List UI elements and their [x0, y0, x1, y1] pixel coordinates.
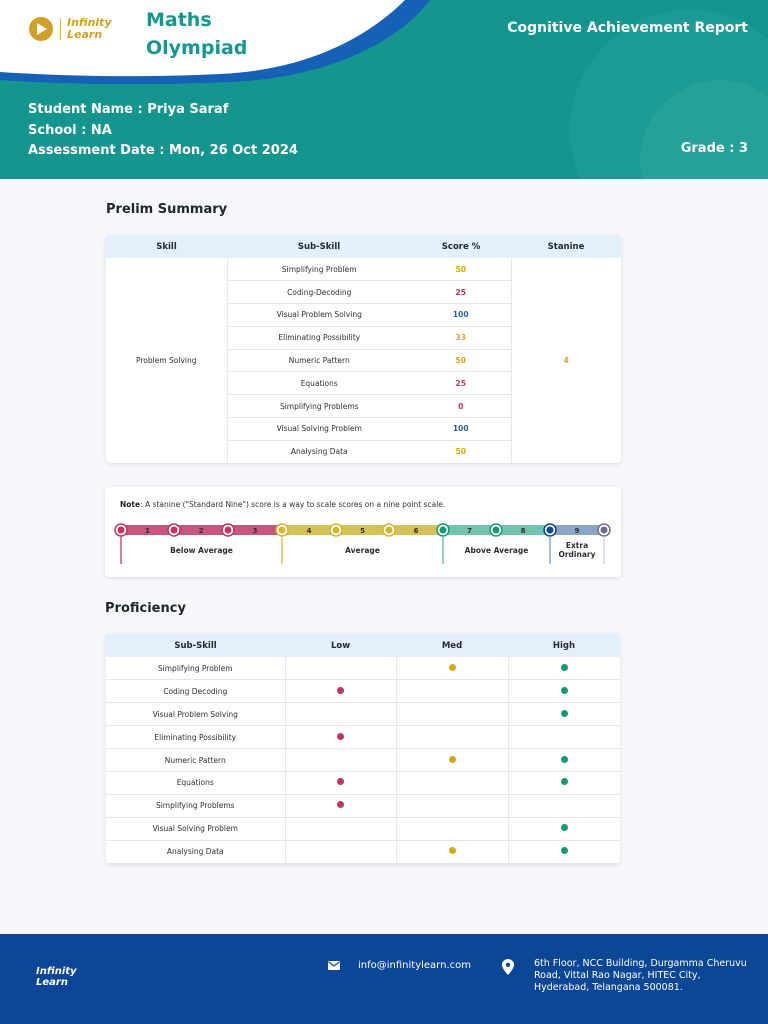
column-header-low: Low: [285, 634, 396, 657]
med-cell: [396, 680, 508, 703]
low-dot: [337, 801, 344, 808]
column-header-stanine: Stanine: [511, 235, 621, 258]
high-cell: [508, 749, 620, 772]
sub-skill-cell: Eliminating Possibility: [227, 326, 411, 349]
table-row: [106, 771, 620, 794]
proficiency-table: [106, 634, 620, 864]
high-cell: [508, 794, 620, 817]
scale-marker-dot: [547, 527, 554, 534]
sub-skill-cell: Eliminating Possibility: [106, 726, 285, 749]
email-link[interactable]: info@infinitylearn.com: [358, 960, 471, 971]
high-dot: [561, 710, 568, 717]
sub-skill-cell: Visual Problem Solving: [227, 304, 411, 327]
med-cell: [396, 726, 508, 749]
report-footer: [0, 934, 768, 1024]
med-cell: [396, 771, 508, 794]
high-dot: [561, 756, 568, 763]
low-cell: [285, 657, 396, 680]
score-cell: 50: [411, 349, 511, 372]
scale-marker-dot: [601, 527, 608, 534]
prelim-summary-title: Prelim Summary: [106, 202, 228, 217]
table-row: [106, 703, 620, 726]
high-cell: [508, 657, 620, 680]
table-row: [106, 817, 620, 840]
sub-skill-cell: Equations: [106, 771, 285, 794]
report-title: Cognitive Achievement Report: [507, 20, 748, 36]
low-dot: [337, 778, 344, 785]
high-cell: [508, 840, 620, 863]
table-row: [106, 258, 621, 281]
school-name: School : NA: [28, 122, 112, 138]
sub-skill-cell: Equations: [227, 372, 411, 395]
sub-skill-cell: Coding Decoding: [106, 680, 285, 703]
high-cell: [508, 771, 620, 794]
scale-marker-dot: [118, 527, 125, 534]
sub-skill-cell: Simplifying Problem: [227, 258, 411, 281]
note-text: : A stanine ("Standard Nine") score is a way to scale scores on a nine point scale.: [140, 500, 446, 509]
sub-skill-cell: Visual Problem Solving: [106, 703, 285, 726]
high-dot: [561, 778, 568, 785]
group-label: Average: [345, 546, 380, 555]
skill-cell: Problem Solving: [106, 258, 227, 463]
student-info: [28, 100, 298, 162]
scale-number: 5: [360, 527, 365, 535]
scale-marker-dot: [386, 527, 393, 534]
med-cell: [396, 840, 508, 863]
table-row: [106, 840, 620, 863]
scale-number: 6: [413, 527, 419, 535]
proficiency-table-card: [106, 634, 620, 864]
table-header-row: [106, 634, 620, 657]
location-pin-icon: [502, 959, 514, 975]
stanine-scale: [105, 487, 621, 577]
scale-number: 4: [306, 527, 312, 535]
sub-skill-cell: Simplifying Problems: [227, 395, 411, 418]
low-cell: [285, 726, 396, 749]
table-header-row: [106, 235, 621, 258]
proficiency-title: Proficiency: [105, 601, 186, 616]
low-dot: [337, 733, 344, 740]
group-label-line2: Ordinary: [558, 550, 596, 559]
med-dot: [449, 664, 456, 671]
sub-skill-cell: Numeric Pattern: [106, 749, 285, 772]
group-label: Below Average: [170, 546, 233, 555]
footer-email: [328, 960, 471, 971]
med-cell: [396, 657, 508, 680]
group-label: Above Average: [464, 546, 529, 555]
report-header: [0, 0, 768, 179]
scale-marker-dot: [171, 527, 178, 534]
scale-marker-dot: [333, 527, 340, 534]
high-dot: [561, 847, 568, 854]
score-cell: 25: [411, 281, 511, 304]
mail-icon: [328, 961, 340, 970]
low-cell: [285, 794, 396, 817]
column-header-score: Score %: [411, 235, 511, 258]
table-row: [106, 749, 620, 772]
score-cell: 0: [411, 395, 511, 418]
score-cell: 50: [411, 258, 511, 281]
sub-skill-cell: Coding-Decoding: [227, 281, 411, 304]
scale-number: 1: [145, 527, 150, 535]
scale-marker-dot: [440, 527, 447, 534]
score-cell: 50: [411, 440, 511, 463]
note-label: Note: [120, 500, 141, 509]
high-cell: [508, 703, 620, 726]
stanine-cell: 4: [511, 258, 621, 463]
sub-skill-cell: Analysing Data: [106, 840, 285, 863]
high-cell: [508, 726, 620, 749]
low-cell: [285, 703, 396, 726]
footer-logo: Infinity Learn: [36, 966, 77, 988]
scale-number: 9: [574, 527, 580, 535]
column-header-med: Med: [396, 634, 508, 657]
score-cell: 100: [411, 304, 511, 327]
low-dot: [337, 687, 344, 694]
table-row: [106, 726, 620, 749]
group-label-line1: Extra: [565, 541, 589, 550]
table-row: [106, 794, 620, 817]
low-cell: [285, 771, 396, 794]
scale-marker-dot: [225, 527, 232, 534]
prelim-summary-table: [106, 235, 621, 463]
column-header-sub-skill: Sub-Skill: [227, 235, 411, 258]
sub-skill-cell: Visual Solving Problem: [227, 418, 411, 441]
score-cell: 33: [411, 326, 511, 349]
med-cell: [396, 817, 508, 840]
high-dot: [561, 664, 568, 671]
med-cell: [396, 749, 508, 772]
sub-skill-cell: Analysing Data: [227, 440, 411, 463]
med-dot: [449, 847, 456, 854]
high-dot: [561, 687, 568, 694]
sub-skill-cell: Simplifying Problems: [106, 794, 285, 817]
scale-number: 2: [198, 527, 204, 535]
score-cell: 100: [411, 418, 511, 441]
exam-title: Maths Olympiad: [146, 9, 248, 59]
med-dot: [449, 756, 456, 763]
scale-number: 7: [467, 527, 472, 535]
footer-address: 6th Floor, NCC Building, Durgamma Cheruvu Road, Vittal Rao Nagar, HITEC City, Hyderabad, Telangana 500081.: [534, 958, 747, 993]
column-header-high: High: [508, 634, 620, 657]
table-row: [106, 680, 620, 703]
assessment-date: Assessment Date : Mon, 26 Oct 2024: [28, 143, 298, 158]
stanine-note-card: [105, 487, 621, 577]
grade: Grade : 3: [680, 141, 748, 156]
scale-number: 3: [252, 527, 258, 535]
scale-marker-dot: [279, 527, 286, 534]
logo-divider: [60, 18, 61, 40]
logo-wordmark: Infinity Learn: [67, 16, 112, 41]
play-logo-icon: [28, 16, 54, 42]
high-cell: [508, 680, 620, 703]
low-cell: [285, 817, 396, 840]
low-cell: [285, 680, 396, 703]
med-cell: [396, 703, 508, 726]
table-row: [106, 657, 620, 680]
low-cell: [285, 749, 396, 772]
column-header-sub-skill: Sub-Skill: [106, 634, 285, 657]
scale-number: 8: [520, 527, 526, 535]
sub-skill-cell: Numeric Pattern: [227, 349, 411, 372]
sub-skill-cell: Simplifying Problem: [106, 657, 285, 680]
sub-skill-cell: Visual Solving Problem: [106, 817, 285, 840]
column-header-skill: Skill: [106, 235, 227, 258]
infinity-learn-logo: [28, 16, 112, 42]
low-cell: [285, 840, 396, 863]
score-cell: 25: [411, 372, 511, 395]
scale-marker-dot: [493, 527, 500, 534]
student-name: Student Name : Priya Saraf: [28, 102, 229, 117]
prelim-summary-table-card: [106, 235, 621, 463]
high-dot: [561, 824, 568, 831]
med-cell: [396, 794, 508, 817]
high-cell: [508, 817, 620, 840]
